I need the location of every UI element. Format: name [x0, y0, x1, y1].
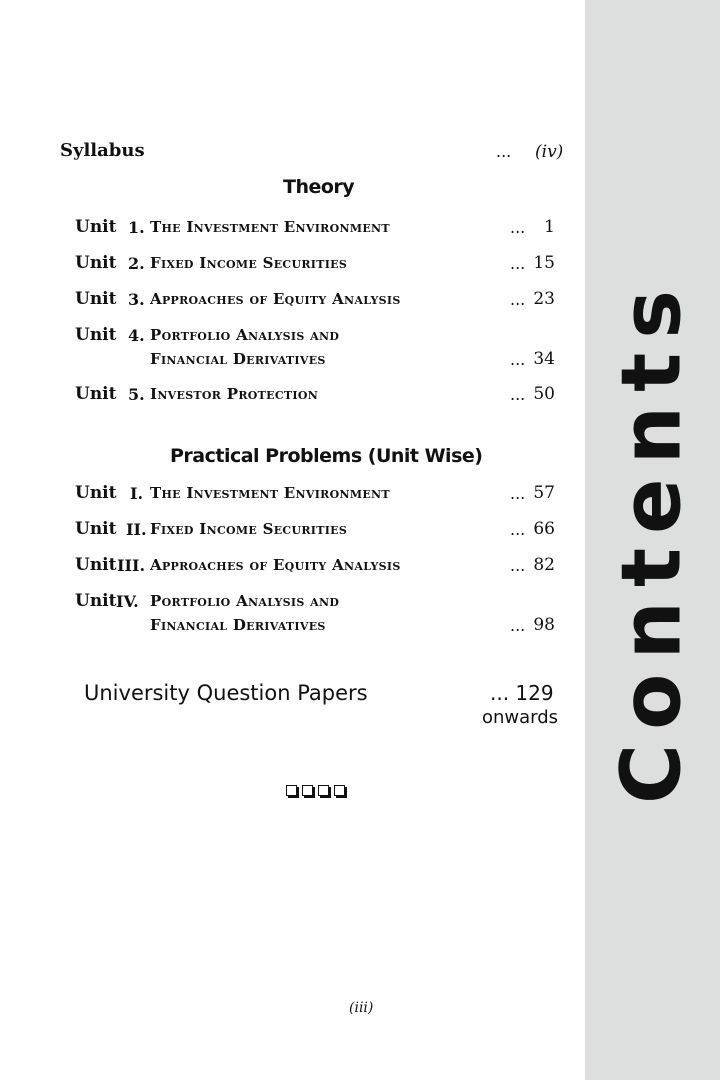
- unit-number: II.: [126, 520, 147, 539]
- unit-label: Unit: [75, 217, 117, 237]
- unit-label: Unit: [75, 325, 117, 345]
- unit-title: Investor Protection: [150, 385, 319, 403]
- unit-label: Unit: [75, 591, 117, 611]
- page-ref: 23: [533, 289, 555, 309]
- leader-dots: ...: [510, 484, 526, 503]
- unit-title: Approaches of Equity Analysis: [150, 556, 401, 574]
- page-ref: 66: [533, 519, 555, 539]
- unit-number: 2.: [128, 254, 145, 273]
- unit-number: 1.: [128, 218, 145, 237]
- unit-title-line2: Financial Derivatives: [150, 350, 326, 368]
- unit-number: III.: [117, 556, 146, 575]
- unit-title: Approaches of Equity Analysis: [150, 290, 401, 308]
- unit-title: Portfolio Analysis and: [150, 592, 340, 610]
- page-ref: 15: [533, 253, 555, 273]
- uqp-onwards: onwards: [482, 707, 559, 728]
- contents-title: Contents: [604, 275, 700, 805]
- unit-number: IV.: [116, 592, 139, 611]
- leader-dots: ...: [510, 520, 526, 539]
- page-ref: 98: [533, 615, 555, 635]
- unit-label: Unit: [75, 289, 117, 309]
- syllabus-label: Syllabus: [60, 140, 145, 161]
- page-ref: 82: [533, 555, 555, 575]
- theory-heading: Theory: [283, 176, 355, 198]
- end-ornament: [286, 785, 345, 796]
- leader-dots: ...: [510, 556, 526, 575]
- unit-title: The Investment Environment: [150, 484, 390, 502]
- page-ref: 34: [533, 349, 555, 369]
- unit-number: I.: [130, 484, 144, 503]
- leader-dots: ...: [510, 218, 526, 237]
- uqp-page: ... 129: [490, 681, 554, 705]
- leader-dots: ...: [510, 350, 526, 369]
- unit-title: Fixed Income Securities: [150, 520, 348, 538]
- unit-title: The Investment Environment: [150, 218, 390, 236]
- box-icon: [334, 785, 345, 796]
- syllabus-page: (iv): [535, 142, 564, 162]
- page-ref: 57: [533, 483, 555, 503]
- unit-label: Unit: [75, 253, 117, 273]
- box-icon: [302, 785, 313, 796]
- unit-label: Unit: [75, 483, 117, 503]
- leader-dots: ...: [510, 254, 526, 273]
- unit-number: 4.: [128, 326, 145, 345]
- syllabus-dots: ...: [496, 142, 512, 161]
- unit-label: Unit: [75, 519, 117, 539]
- leader-dots: ...: [510, 290, 526, 309]
- leader-dots: ...: [510, 385, 526, 404]
- leader-dots: ...: [510, 616, 526, 635]
- unit-number: 5.: [128, 385, 145, 404]
- box-icon: [318, 785, 329, 796]
- box-icon: [286, 785, 297, 796]
- unit-title: Portfolio Analysis and: [150, 326, 340, 344]
- unit-label: Unit: [75, 555, 117, 575]
- uqp-label: University Question Papers: [84, 681, 368, 705]
- practical-heading: Practical Problems (Unit Wise): [170, 445, 483, 467]
- unit-title: Fixed Income Securities: [150, 254, 348, 272]
- page-ref: 50: [533, 384, 555, 404]
- unit-title-line2: Financial Derivatives: [150, 616, 326, 634]
- page-number: (iii): [349, 1000, 374, 1016]
- unit-label: Unit: [75, 384, 117, 404]
- page-ref: 1: [544, 217, 555, 237]
- unit-number: 3.: [128, 290, 145, 309]
